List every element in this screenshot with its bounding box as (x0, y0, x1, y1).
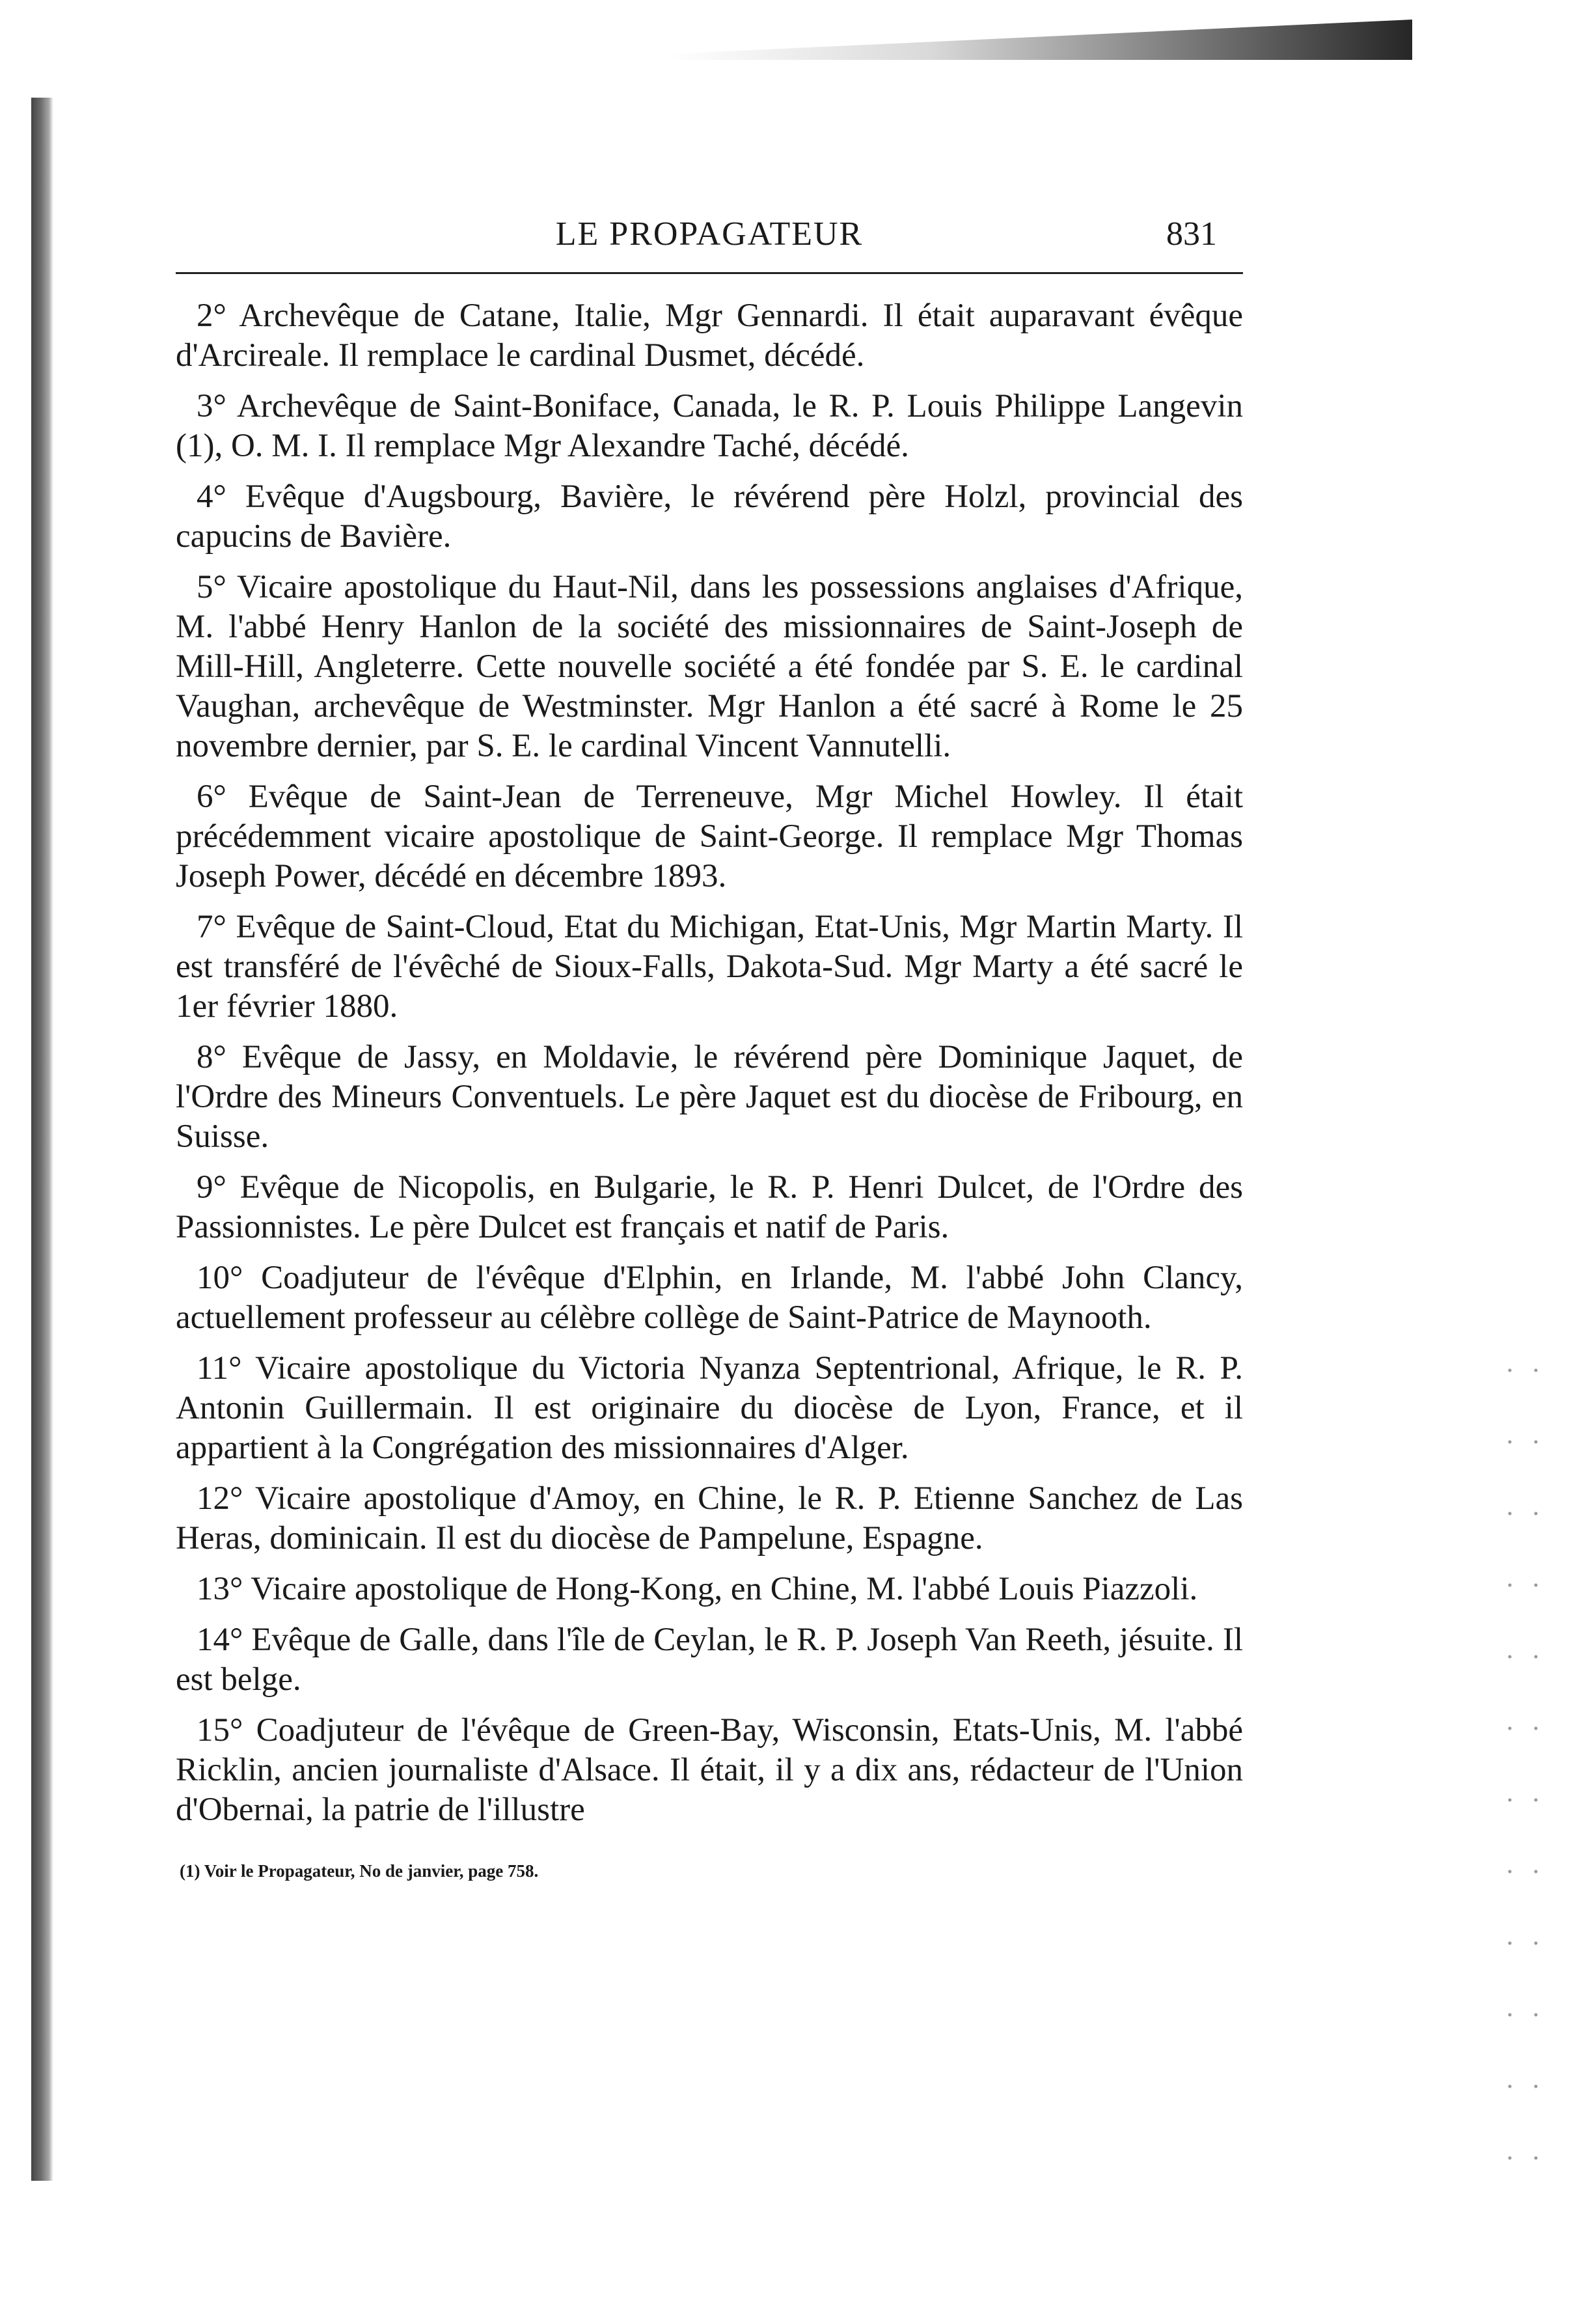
page-binding-edge (31, 98, 53, 2181)
entry-12: 12° Vicaire apostolique d'Amoy, en Chine, le R. P. Etienne Sanchez de Las Heras, dominicain. Il est du diocèse de Pampelune, Espagne. (176, 1480, 1243, 1556)
running-head (176, 208, 1243, 267)
entry-2: 2° Archevêque de Catane, Italie, Mgr Gennardi. Il était auparavant évêque d'Arcireale. Il remplace le cardinal Dusmet, décédé. (176, 297, 1243, 374)
entries-list (176, 296, 1243, 1830)
document-page (176, 208, 1243, 1881)
header-rule (176, 272, 1243, 274)
entry-7: 7° Evêque de Saint-Cloud, Etat du Michigan, Etat-Unis, Mgr Martin Marty. Il est transféré de l'évêché de Sioux-Falls, Dakota-Sud. Mgr Marty a été sacré le 1er février 1880. (176, 909, 1243, 1025)
entry-10: 10° Coadjuteur de l'évêque d'Elphin, en Irlande, M. l'abbé John Clancy, actuellement professeur au célèbre collège de Saint-Patrice de Maynooth. (176, 1260, 1243, 1336)
entry-6: 6° Evêque de Saint-Jean de Terreneuve, Mgr Michel Howley. Il était précédemment vicaire apostolique de Saint-George. Il remplace Mgr Thomas Joseph Power, décédé en décembre 1893. (176, 779, 1243, 894)
entry-4: 4° Evêque d'Augsbourg, Bavière, le révérend père Holzl, provincial des capucins de Bavière. (176, 478, 1243, 555)
entry-11: 11° Vicaire apostolique du Victoria Nyanza Septentrional, Afrique, le R. P. Antonin Guillermain. Il est originaire du diocèse de Lyon, France, et il appartient à la Congrégation des missionnaires d'Alger. (176, 1350, 1243, 1466)
page-number: 831 (1166, 215, 1217, 253)
footnote: (1) Voir le Propagateur, No de janvier, page 758. (180, 1861, 539, 1881)
entry-15: 15° Coadjuteur de l'évêque de Green-Bay, Wisconsin, Etats-Unis, M. l'abbé Ricklin, ancien journaliste d'Alsace. Il était, il y a dix ans, rédacteur de l'Union d'Obernai, la patrie de l'illustre (176, 1712, 1243, 1828)
entry-13: 13° Vicaire apostolique de Hong-Kong, en Chine, M. l'abbé Louis Piazzoli. (197, 1571, 1198, 1607)
entry-5: 5° Vicaire apostolique du Haut-Nil, dans les possessions anglaises d'Afrique, M. l'abbé Henry Hanlon de la société des missionnaires de Saint-Joseph de Mill-Hill, Angleterre. Cette nouvelle société a été fondée par S. E. le cardinal Vaughan, archevêque de Westminster. Mgr Hanlon a été sacré à Rome le 25 novembre dernier, par S. E. le cardinal Vincent Vannutelli. (176, 569, 1243, 764)
scan-smudge (670, 20, 1412, 60)
entry-9: 9° Evêque de Nicopolis, en Bulgarie, le R. P. Henri Dulcet, de l'Ordre des Passionnistes. Le père Dulcet est français et natif de Paris. (176, 1169, 1243, 1245)
scan-specks (1497, 1335, 1549, 2181)
entry-3: 3° Archevêque de Saint-Boniface, Canada, le R. P. Louis Philippe Langevin (1), O. M. I. Il remplace Mgr Alexandre Taché, décédé. (176, 388, 1243, 464)
entry-14: 14° Evêque de Galle, dans l'île de Ceylan, le R. P. Joseph Van Reeth, jésuite. Il est belge. (176, 1622, 1243, 1698)
entry-8: 8° Evêque de Jassy, en Moldavie, le révérend père Dominique Jaquet, de l'Ordre des Mineurs Conventuels. Le père Jaquet est du diocèse de Fribourg, en Suisse. (176, 1039, 1243, 1155)
running-title: LE PROPAGATEUR (555, 215, 864, 253)
